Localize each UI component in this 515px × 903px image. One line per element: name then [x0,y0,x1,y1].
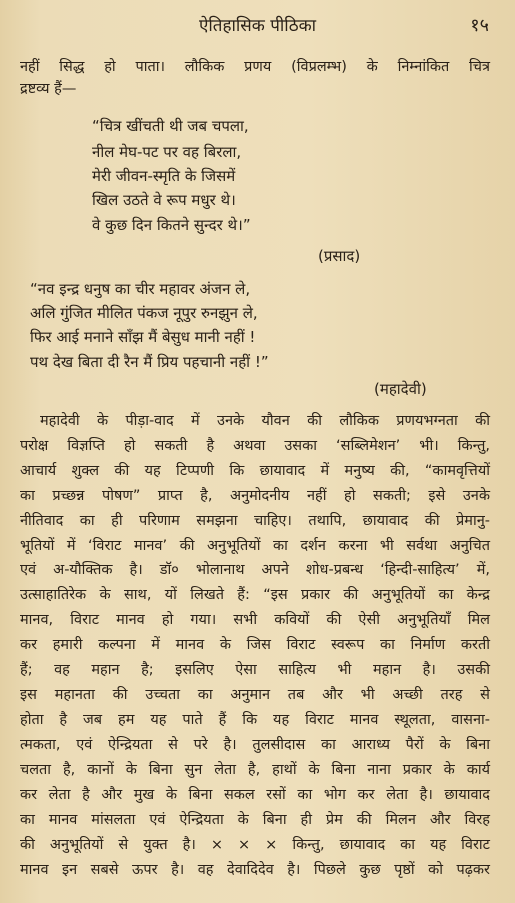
body-line: त्मकता, एवं ऐन्द्रियता से परे है। तुलसीदास का आराध्य पैरों के बिना [20,737,490,753]
verse-attribution: (प्रसाद) [318,247,361,265]
intro-line: नहीं सिद्ध हो पाता। लौकिक प्रणय (विप्रलम्भ) के निम्नांकित चित्र [20,59,490,75]
body-line: कर लेता है और मुख के बिना सकल रसों का भोग कर लेता है। छायावाद [20,787,490,803]
body-line: उत्साहातिरेक के साथ, यों लिखते हैं: “इस प्रकार की अनुभूतियों का केन्द्र [20,587,490,603]
body-line: मानव इन सबसे ऊपर है। वह देवादिदेव है। पिछले कुछ पृष्ठों को पढ़कर [20,862,490,878]
intro-line: द्रष्टव्य हैं— [20,81,77,97]
body-line: नीतिवाद का ही परिणाम समझना चाहिए। तथापि, छायावाद की प्रेमानु- [20,513,490,529]
body-line: का प्रच्छन्न पोषण” प्राप्त है, अनुमोदनीय नहीं हो सकती; इसे उनके [20,488,490,504]
body-line: होता है जब हम यह पाते हैं कि यह विराट मानव स्थूलता, वासना- [20,712,490,728]
verse-line: अलि गुंजित मीलित पंकज नूपुर रुनझुन ले, [30,304,258,322]
verse-line: वे कुछ दिन कितने सुन्दर थे।” [92,216,251,234]
body-line: चलता है, कानों के बिना सुन लेता है, हाथों के बिना नाना प्रकार के कार्य [20,762,490,778]
verse-line: फिर आई मनाने साँझ मैं बेसुध मानी नहीं ! [30,328,256,346]
body-line: मानव, विराट मानव हो गया। सभी कवियों की ऐसी अनुभूतियाँ मिल [20,612,490,628]
verse-line: “नव इन्द्र धनुष का चीर महावर अंजन ले, [30,280,251,298]
body-line: भूतियों में ‘विराट मानव’ की अनुभूतियों का दर्शन करना भी सर्वथा अनुचित [20,538,490,554]
verse-line: “चित्र खींचती थी जब चपला, [92,117,249,135]
body-line: इस महानता की उच्चता का अनुमान तब और भी अच्छी तरह से [20,687,490,703]
running-title: ऐतिहासिक पीठिका [198,16,317,36]
page-number: १५ [470,15,489,36]
body-line: कर हमारी कल्पना में मानव के जिस विराट स्वरूप का निर्माण करती [20,637,490,653]
body-line: महादेवी के पीड़ा-वाद में उनके यौवन की लौकिक प्रणयभग्नता की [40,413,490,429]
verse-line: नील मेघ-पट पर वह बिरला, [92,143,242,161]
body-line: की अनुभूतियों से युक्त है। × × × किन्तु, छायावाद का यह विराट [20,837,490,853]
verse-attribution: (महादेवी) [374,380,427,398]
body-line: परोक्ष विज्ञप्ति हो सकती है अथवा उसका ‘सब्लिमेशन’ भी। किन्तु, [20,438,490,454]
body-line: एवं अ-यौक्तिक है। डॉ० भोलानाथ अपने शोध-प्रबन्ध ‘हिन्दी-साहित्य’ में, [20,562,490,578]
verse-line: खिल उठते वे रूप मधुर थे। [92,191,236,209]
body-line: हैं; वह महान है; इसलिए ऐसा साहित्य भी महान है। उसकी [20,662,490,678]
page-header [0,14,515,40]
verse-line: पथ देख बिता दी रैन मैं प्रिय पहचानी नहीं !” [30,353,269,371]
body-line: का मानव मांसलता एवं ऐन्द्रियता के बिना ही प्रेम की मिलन और विरह [20,812,490,828]
verse-line: मेरी जीवन-स्मृति के जिसमें [92,167,236,185]
body-line: आचार्य शुक्ल की यह टिप्पणी कि छायावाद में मनुष्य की, “कामवृत्तियों [20,463,490,479]
